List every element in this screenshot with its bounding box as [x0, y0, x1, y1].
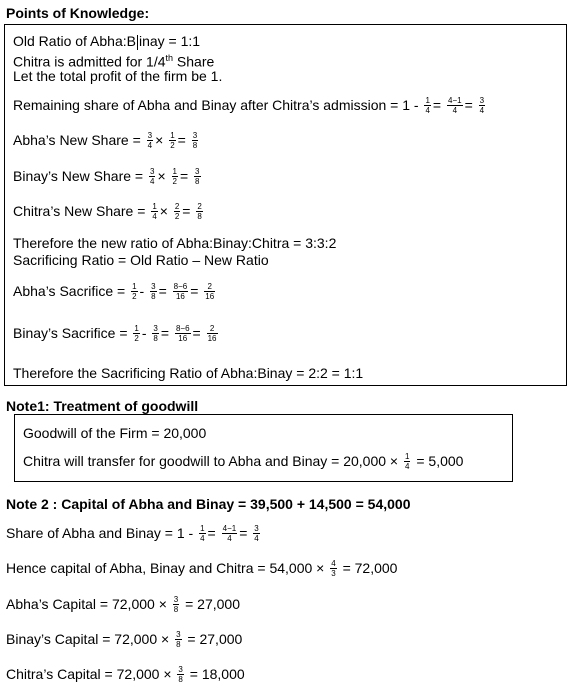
- chitra-new-share-line: Chitra’s New Share = $\frac{1}{4}$ × $\frac{2}{2}$ = $\frac{2}{8}$: [13, 202, 202, 221]
- fraction: $\frac{8-6}{16}$: [175, 324, 190, 343]
- section-title-points-of-knowledge: Points of Knowledge:: [6, 5, 150, 21]
- remaining-share-line: Remaining share of Abha and Binay after Chitra’s admission = 1 - $\frac{1}{4}$ = $\frac{4-1}{4}$ = $\frac{3}{4}$: [13, 96, 485, 115]
- fraction: $\frac{2}{8}$: [197, 202, 202, 221]
- fraction: $\frac{2}{16}$: [205, 282, 215, 301]
- sacrificing-ratio-result: Therefore the Sacrificing Ratio of Abha:Binay = 2:2 = 1:1: [13, 365, 364, 381]
- fraction: $\frac{1}{2}$: [132, 282, 137, 301]
- fraction: $\frac{4-1}{4}$: [222, 524, 237, 543]
- fraction: $\frac{3}{4}$: [147, 131, 153, 150]
- fraction: $\frac{4}{3}$: [331, 559, 336, 578]
- fraction: $\frac{3}{4}$: [254, 524, 259, 543]
- goodwill-of-firm-line: Goodwill of the Firm = 20,000: [23, 425, 207, 441]
- fraction: $\frac{1}{2}$: [170, 131, 175, 150]
- text-cursor: [137, 35, 138, 50]
- fraction: $\frac{2}{2}$: [174, 202, 180, 221]
- abha-capital-line: Abha’s Capital = 72,000 × $\frac{3}{8}$ = 27,000: [6, 595, 240, 614]
- fraction: $\frac{1}{4}$: [405, 452, 410, 471]
- chitra-capital-line: Chitra’s Capital = 72,000 × $\frac{3}{8}$ = 18,000: [6, 665, 245, 684]
- new-ratio-line: Therefore the new ratio of Abha:Binay:Chitra = 3:3:2: [13, 235, 337, 251]
- total-capital-line: Hence capital of Abha, Binay and Chitra = 54,000 × $\frac{4}{3}$ = 72,000: [6, 559, 398, 578]
- fraction: $\frac{3}{4}$: [149, 167, 155, 186]
- goodwill-transfer-line: Chitra will transfer for goodwill to Abha and Binay = 20,000 × $\frac{1}{4}$ = 5,000: [23, 452, 464, 471]
- fraction: $\frac{3}{4}$: [479, 96, 485, 115]
- goodwill-box: [14, 414, 513, 482]
- old-ratio-line: Old Ratio of Abha:B inay = 1:1: [13, 33, 201, 49]
- fraction: $\frac{3}{8}$: [178, 665, 183, 684]
- chitra-admitted-line: Chitra is admitted for 1/4th Share: [13, 53, 215, 70]
- share-of-abha-binay-line: Share of Abha and Binay = 1 - $\frac{1}{4}$ = $\frac{4-1}{4}$ = $\frac{3}{4}$: [6, 524, 259, 543]
- note2-title: Note 2 : Capital of Abha and Binay = 39,500 + 14,500 = 54,000: [6, 496, 411, 512]
- binay-sacrifice-line: Binay’s Sacrifice = $\frac{1}{2}$ - $\frac{3}{8}$ = $\frac{8-6}{16}$ = $\frac{2}{16}$: [13, 324, 217, 343]
- points-of-knowledge-box: [4, 24, 567, 386]
- fraction: $\frac{3}{8}$: [195, 167, 200, 186]
- fraction: $\frac{1}{4}$: [425, 96, 430, 115]
- fraction: $\frac{1}{4}$: [200, 524, 205, 543]
- fraction: $\frac{1}{2}$: [172, 167, 177, 186]
- fraction: $\frac{3}{8}$: [173, 595, 179, 614]
- fraction: $\frac{8-6}{16}$: [173, 282, 188, 301]
- abha-new-share-line: Abha’s New Share = $\frac{3}{4}$ × $\frac{1}{2}$ = $\frac{3}{8}$: [13, 131, 198, 150]
- sacrificing-ratio-definition: Sacrificing Ratio = Old Ratio – New Ratio: [13, 252, 269, 268]
- abha-sacrifice-line: Abha’s Sacrifice = $\frac{1}{2}$ - $\frac{3}{8}$ = $\frac{8-6}{16}$ = $\frac{2}{16}$: [13, 282, 215, 301]
- fraction: $\frac{1}{4}$: [152, 202, 157, 221]
- note1-title: Note1: Treatment of goodwill: [6, 398, 199, 414]
- total-profit-line: Let the total profit of the firm be 1.: [13, 68, 223, 84]
- fraction: $\frac{3}{8}$: [151, 282, 156, 301]
- fraction: $\frac{3}{8}$: [192, 131, 198, 150]
- fraction: $\frac{3}{8}$: [176, 630, 181, 649]
- fraction: $\frac{4-1}{4}$: [448, 96, 462, 115]
- fraction: $\frac{1}{2}$: [134, 324, 139, 343]
- fraction: $\frac{3}{8}$: [153, 324, 158, 343]
- binay-new-share-line: Binay’s New Share = $\frac{3}{4}$ × $\frac{1}{2}$ = $\frac{3}{8}$: [13, 167, 200, 186]
- binay-capital-line: Binay’s Capital = 72,000 × $\frac{3}{8}$ = 27,000: [6, 630, 243, 649]
- fraction: $\frac{2}{16}$: [207, 324, 217, 343]
